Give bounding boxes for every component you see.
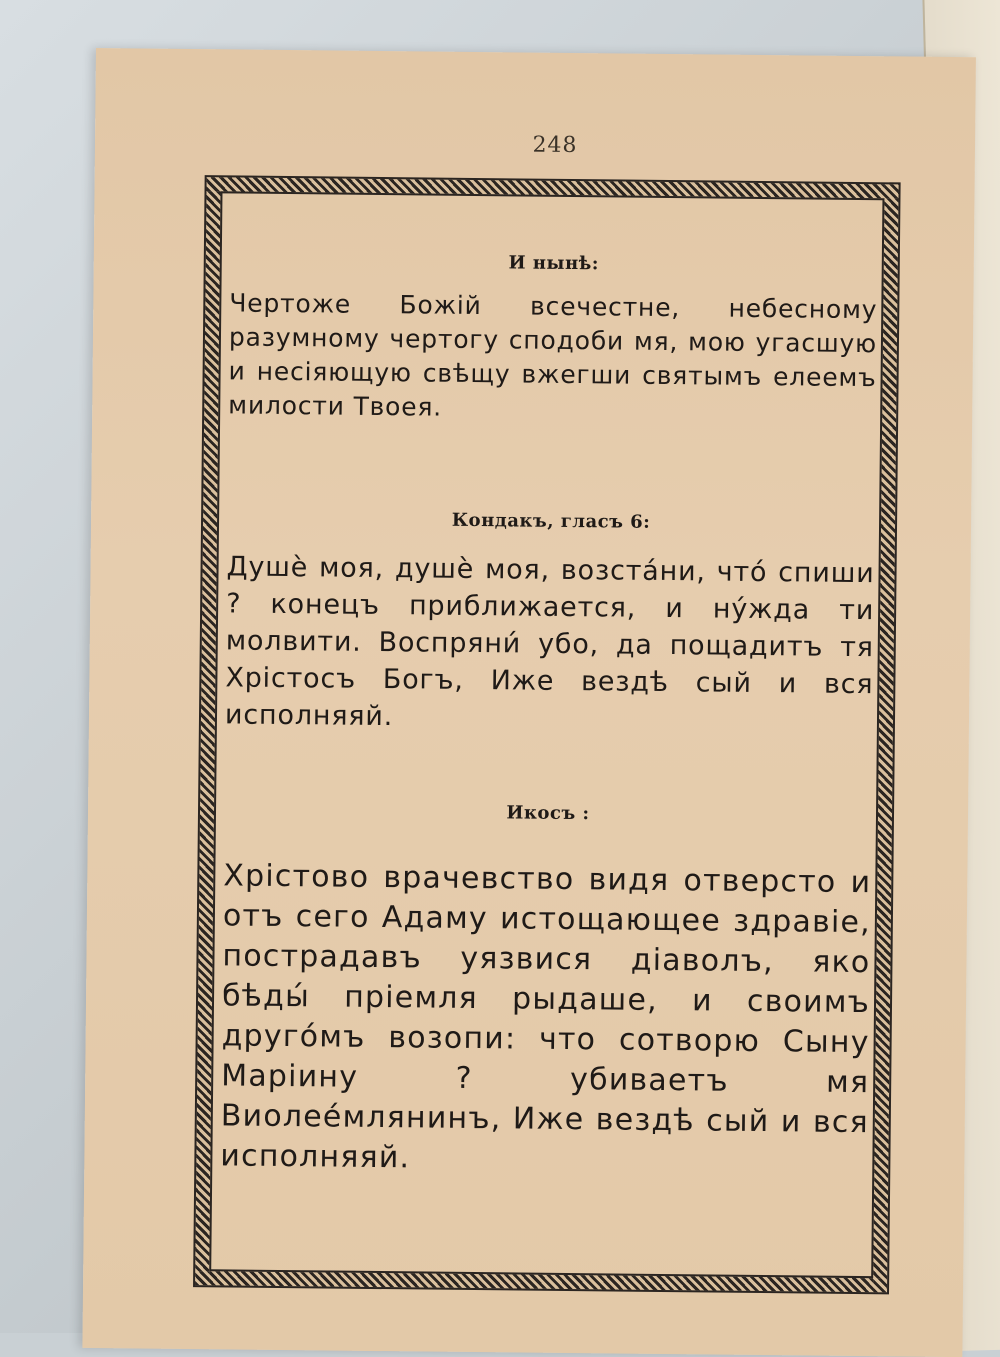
section-i-nyne <box>228 249 878 429</box>
section-ikos <box>220 799 872 1183</box>
section-heading: И нынѣ: <box>508 252 600 275</box>
section-heading: Кондакъ, гласъ 6: <box>451 509 651 533</box>
section-kondak <box>225 507 875 740</box>
section-heading: Икосъ : <box>506 802 590 825</box>
section-text: Чертоже Божій всечестне, небесному разумному чертогу сподоби мя, мою угасшую и несіяющую свѣщу вжегши святымъ елеемъ милости Твоея. <box>228 288 878 422</box>
section-text: Хрістово врачевство видя отверсто и отъ сего Адаму истощающее здравіе, пострадавъ уязвися діаволъ, яко бѣды́ пріемля рыдаше, и своимъ друго́мъ возопи: что сотворю Сыну Маріину ? убиваетъ мя Виолее́млянинъ, Иже вездѣ сый и вся исполняяй. <box>220 858 872 1176</box>
book-page <box>82 48 976 1357</box>
section-text: Душѐ моя, душѐ моя, возста́ни, что́ спиши ? конецъ приближается, и ну́жда ти молвити. Воспряни́ убо, да пощадитъ тя Хрістосъ Богъ, Иже вездѣ сый и вся исполняяй. <box>224 551 875 733</box>
page-number: 248 <box>532 132 578 159</box>
